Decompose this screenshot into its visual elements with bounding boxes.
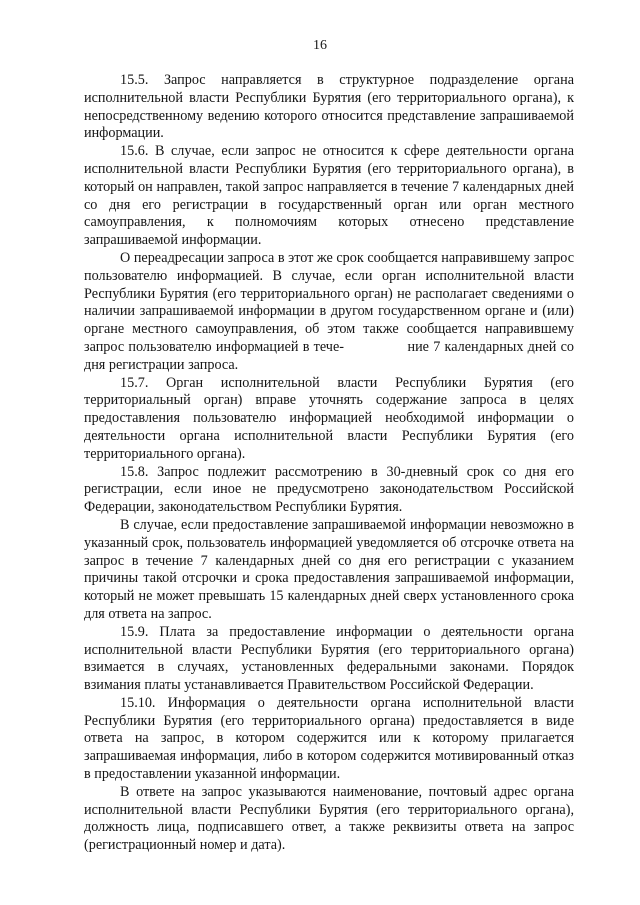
paragraph-15-5: 15.5. Запрос направляется в структурное подразделение органа исполнительной власти Республики Бурятия (его территориального органа), к непосредственному ведению которого относится представление запрашиваемой информации.	[84, 72, 574, 142]
document-body	[84, 72, 574, 855]
paragraph-15-9: 15.9. Плата за предоставление информации о деятельности органа исполнительной власти Республики Бурятия (его территориального органа) взимается в случаях, установленных федеральными законами. Порядок взимания платы устанавливается Правительством Российской Федерации.	[84, 623, 574, 694]
paragraph-deferral: В случае, если предоставление запрашиваемой информации невозможно в указанный срок, пользователь информацией уведомляется об отсрочке ответа на запрос в течение 7 календарных дней со дня его регистрации с указанием причины такой отсрочки и срока предоставления запрашиваемой информации, который не может превышать 15 календарных дней сверх установленного срока для ответа на запрос.	[84, 516, 574, 622]
paragraph-15-6: 15.6. В случае, если запрос не относится к сфере деятельности органа исполнительной власти Республики Бурятия (его территориального органа), в который он направлен, такой запрос направляется в течение 7 календарных дней со дня его регистрации в государственный орган или орган местного самоуправления, к полномочиям которых отнесено представление запрашиваемой информации.	[84, 143, 574, 249]
paragraph-15-10: 15.10. Информация о деятельности органа исполнительной власти Республики Бурятия (его территориального органа) предоставляется в виде ответа на запрос, в котором содержится или к которому прилагается запрашиваемая информация, либо в котором содержится мотивированный отказ в предоставлении указанной информации.	[84, 694, 574, 783]
page-number: 16	[313, 38, 327, 53]
paragraph-15-7: 15.7. Орган исполнительной власти Республики Бурятия (его территориальный орган) вправе уточнять содержание запроса в целях предоставления пользователю информацией необходимой информации о деятельности органа исполнительной власти Республики Бурятия (его территориального органа).	[84, 374, 574, 462]
paragraph-redirect-notice: О переадресации запроса в этот же срок сообщается направившему запрос пользователю информацией. В случае, если орган исполнительной власти Республики Бурятия (его территориального орган) не располагает сведениями о наличии запрашиваемой информации в другом государственном органе и (или) органе местного самоуправления, об этом также сообщается направившему запрос пользователю информацией в тече- ние 7 календарных дней со дня регистрации запроса.	[84, 249, 574, 373]
paragraph-15-8: 15.8. Запрос подлежит рассмотрению в 30-дневный срок со дня его регистрации, если иное не предусмотрено законодательством Российской Федерации, законодательством Республики Бурятия.	[84, 463, 574, 516]
paragraph-response-details: В ответе на запрос указываются наименование, почтовый адрес органа исполнительной власти Республики Бурятия (его территориального органа), должность лица, подписавшего ответ, а также реквизиты ответа на запрос (регистрационный номер и дата).	[84, 783, 574, 854]
